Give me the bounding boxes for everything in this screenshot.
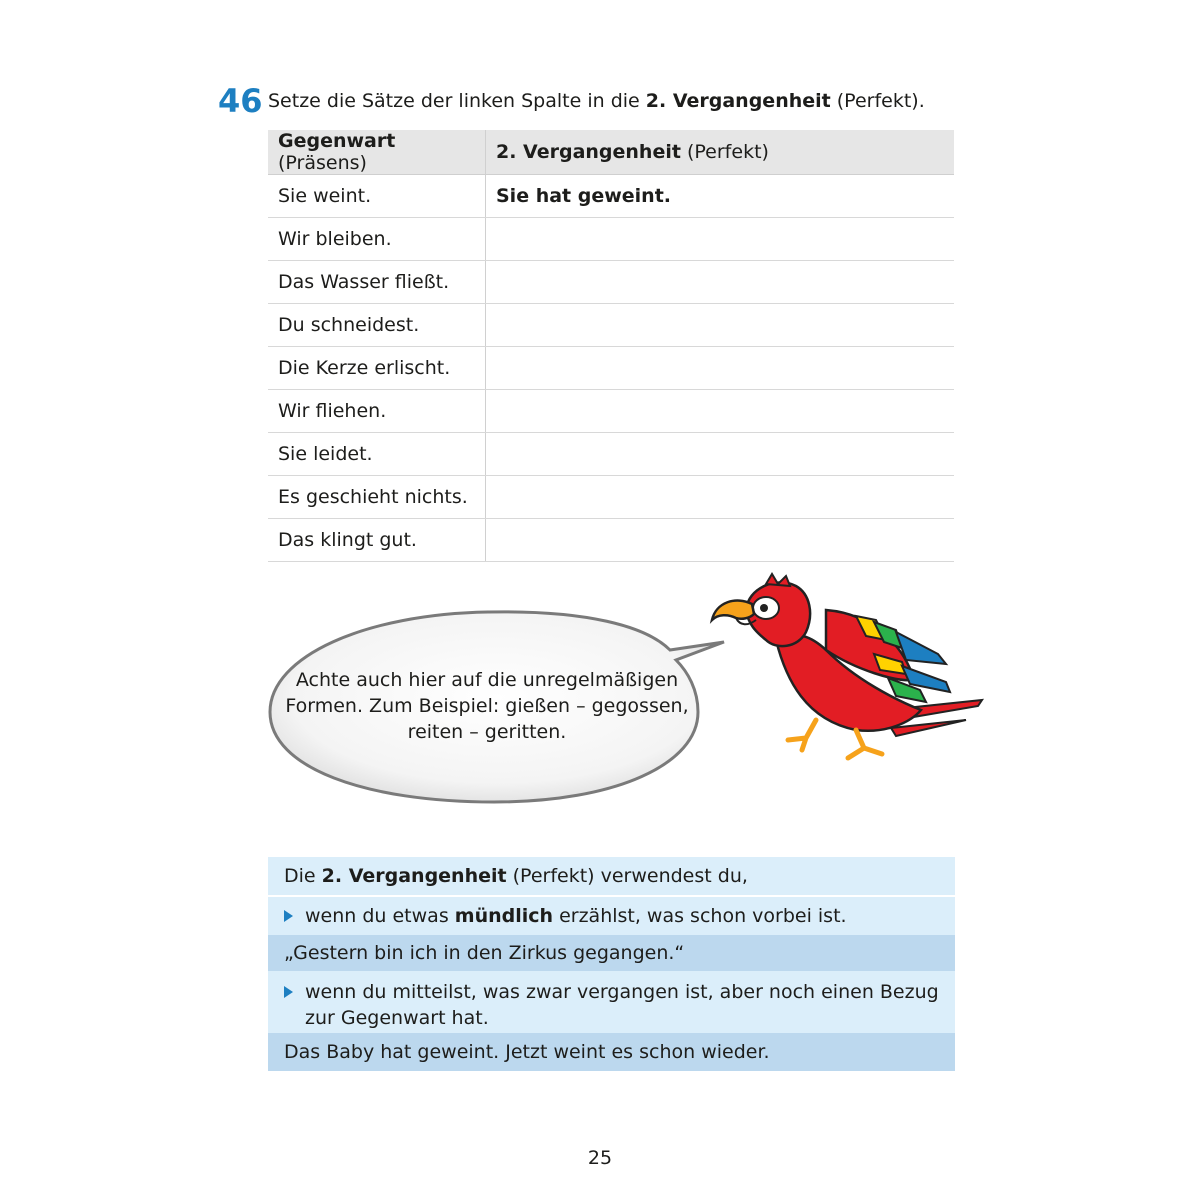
- task-instruction: [268, 90, 925, 112]
- bullet-triangle-icon: [284, 986, 293, 998]
- instruction-text-end: (Perfekt).: [830, 90, 925, 112]
- exercise-table: [268, 130, 954, 562]
- rule-intro: [268, 857, 955, 895]
- example-text: „Gestern bin ich in den Zirkus gegangen.“: [284, 942, 685, 964]
- present-cell: Wir fliehen.: [268, 390, 486, 433]
- rule-box: [268, 857, 955, 1071]
- parrot-illustration: [706, 570, 986, 770]
- present-cell: Das Wasser fließt.: [268, 261, 486, 304]
- present-cell: Du schneidest.: [268, 304, 486, 347]
- instruction-text: Setze die Sätze der linken Spalte in die: [268, 90, 646, 112]
- header-rest: (Präsens): [278, 152, 367, 174]
- rule-bold: mündlich: [454, 905, 554, 927]
- rule-example: [268, 935, 955, 971]
- rule-text-part: (Perfekt) verwendest du,: [506, 865, 748, 887]
- bubble-line: Achte auch hier auf die unregelmäßigen: [295, 669, 679, 691]
- column-header-present: [268, 130, 486, 175]
- rule-line: wenn du mitteilst, was zwar vergangen ist, aber noch einen Bezug: [305, 981, 939, 1003]
- present-cell: Es geschieht nichts.: [268, 476, 486, 519]
- answer-cell[interactable]: Sie hat geweint.: [486, 175, 955, 218]
- bubble-line: reiten – geritten.: [407, 721, 567, 743]
- answer-cell[interactable]: [486, 347, 955, 390]
- rule-example: [268, 1033, 955, 1071]
- instruction-bold: 2. Vergangenheit: [645, 90, 831, 112]
- rule-text: [284, 865, 748, 887]
- header-bold: 2. Vergangenheit: [496, 141, 681, 163]
- present-cell: Die Kerze erlischt.: [268, 347, 486, 390]
- rule-text-part: erzählst, was schon vorbei ist.: [553, 905, 847, 927]
- rule-text-part: wenn du etwas: [305, 905, 455, 927]
- table-row: [268, 519, 954, 562]
- table-row: [268, 476, 954, 519]
- rule-bold: 2. Vergangenheit: [321, 865, 507, 887]
- table-row: [268, 304, 954, 347]
- header-bold: Gegenwart: [278, 130, 396, 152]
- rule-text: [305, 905, 847, 927]
- table-row: [268, 347, 954, 390]
- table-row: [268, 218, 954, 261]
- rule-point: [268, 971, 955, 1033]
- present-cell: Sie weint.: [268, 175, 486, 218]
- header-rest: (Perfekt): [680, 141, 769, 163]
- table-row: [268, 175, 954, 218]
- answer-cell[interactable]: [486, 304, 955, 347]
- example-text: Das Baby hat geweint. Jetzt weint es schon wieder.: [284, 1041, 770, 1063]
- rule-point: [268, 897, 955, 935]
- bubble-text: [284, 667, 690, 745]
- answer-cell[interactable]: [486, 433, 955, 476]
- bullet-triangle-icon: [284, 910, 293, 922]
- rule-text-part: Die: [284, 865, 322, 887]
- answer-cell[interactable]: [486, 519, 955, 562]
- task-number: 46: [218, 82, 263, 120]
- rule-line: zur Gegenwart hat.: [305, 1007, 489, 1029]
- present-cell: Das klingt gut.: [268, 519, 486, 562]
- bubble-line: Formen. Zum Beispiel: gießen – gegossen,: [285, 695, 689, 717]
- answer-cell[interactable]: [486, 390, 955, 433]
- table-row: [268, 390, 954, 433]
- answer-cell[interactable]: [486, 476, 955, 519]
- table-row: [268, 261, 954, 304]
- present-cell: Wir bleiben.: [268, 218, 486, 261]
- table-header-row: [268, 130, 954, 175]
- column-header-perfect: [486, 130, 955, 175]
- answer-cell[interactable]: [486, 261, 955, 304]
- rule-text: [305, 979, 939, 1031]
- present-cell: Sie leidet.: [268, 433, 486, 476]
- table-row: [268, 433, 954, 476]
- answer-cell[interactable]: [486, 218, 955, 261]
- page-number: 25: [587, 1147, 613, 1169]
